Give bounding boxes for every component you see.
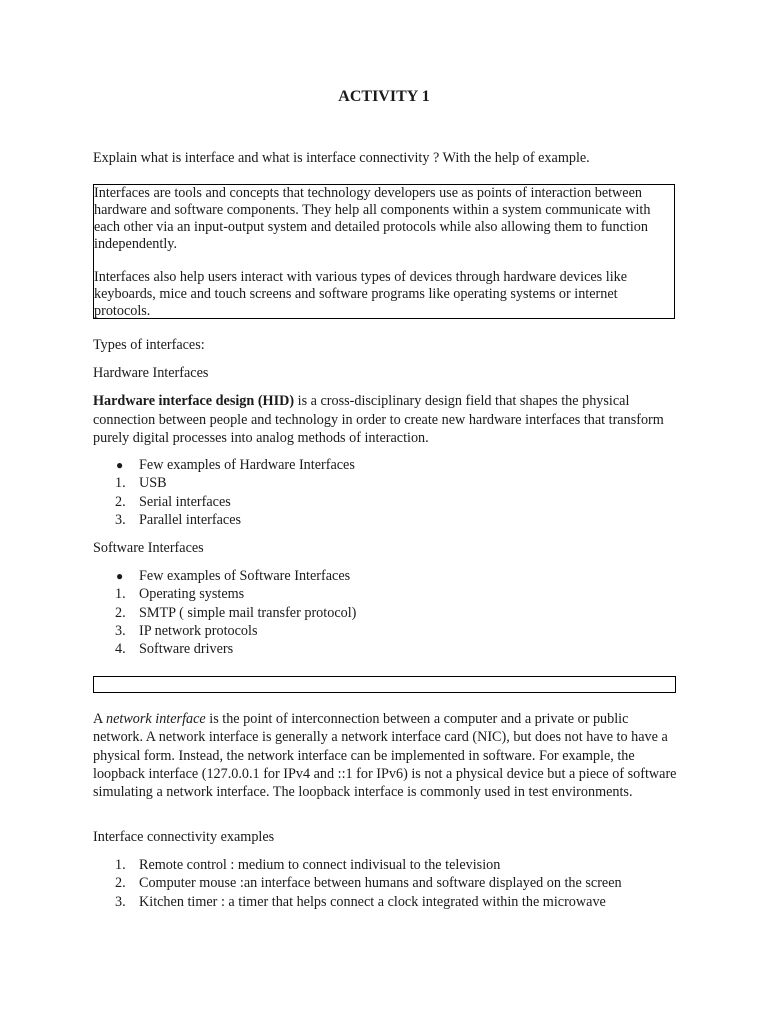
list-item: 3. Kitchen timer : a timer that helps connect a clock integrated within the microwave (115, 893, 606, 910)
hid-paragraph (93, 392, 678, 448)
bullet-icon: ● (116, 458, 124, 472)
list-item: 4. Software drivers (115, 641, 234, 658)
software-heading: Software Interfaces (93, 540, 204, 556)
list-item: 2. Computer mouse :an interface between humans and software displayed on the screen (115, 875, 622, 892)
bullet-icon: ● (116, 569, 124, 583)
network-interface-term: network interface (106, 711, 206, 727)
list-item: 1. Operating systems (115, 586, 245, 603)
answer-box (93, 184, 675, 319)
list-item: 1. USB (115, 475, 167, 492)
answer-paragraph-2: Interfaces also help users interact with various types of devices through hardware devices like keyboards, mice and touch screens and software programs like operating systems or internet protocols. (94, 269, 628, 319)
hardware-heading: Hardware Interfaces (93, 365, 209, 381)
answer-paragraph-1: Interfaces are tools and concepts that technology developers use as points of interaction between hardware and software components. They help all components within a system communicate with each other via an input-output system and detailed protocols while also allowing them to function independently. (94, 185, 651, 252)
empty-text-box (93, 676, 676, 693)
question-text: Explain what is interface and what is interface connectivity ? With the help of example. (93, 150, 590, 166)
list-item: 1. Remote control : medium to connect indivisual to the television (115, 857, 501, 873)
connectivity-heading: Interface connectivity examples (93, 829, 275, 845)
list-item: 2. SMTP ( simple mail transfer protocol) (115, 604, 357, 621)
types-heading: Types of interfaces: (93, 337, 205, 353)
list-item (93, 567, 678, 585)
hid-description: is a cross-disciplinary design field that shapes the physical connection between people and technology in order to create new hardware interfaces that transform purely digital processes into analog methods of interaction. (93, 393, 664, 446)
hardware-examples (93, 456, 678, 529)
hid-term: Hardware interface design (HID) (93, 393, 295, 409)
list-item: 2. Serial interfaces (115, 493, 231, 510)
page-title: ACTIVITY 1 (338, 88, 430, 105)
software-examples (93, 567, 678, 658)
hardware-bullet-label: Few examples of Hardware Interfaces (139, 457, 355, 473)
list-item (93, 456, 678, 474)
network-interface-paragraph: A network interface is the point of interconnection between a computer and a private or public network. A network interface is generally a network interface card (NIC), but does not have to have a physical form. Instead, the network interface can be implemented in software. For example, the loopback interface (127.0.0.1 for IPv4 and ::1 for IPv6) is not a physical device but a piece of software simulating a network interface. The loopback interface is commonly used in test environments. (93, 711, 677, 801)
list-item: 3. IP network protocols (115, 622, 258, 639)
list-item: 3. Parallel interfaces (115, 511, 242, 528)
software-bullet-label: Few examples of Software Interfaces (139, 568, 351, 584)
connectivity-examples (93, 856, 678, 911)
